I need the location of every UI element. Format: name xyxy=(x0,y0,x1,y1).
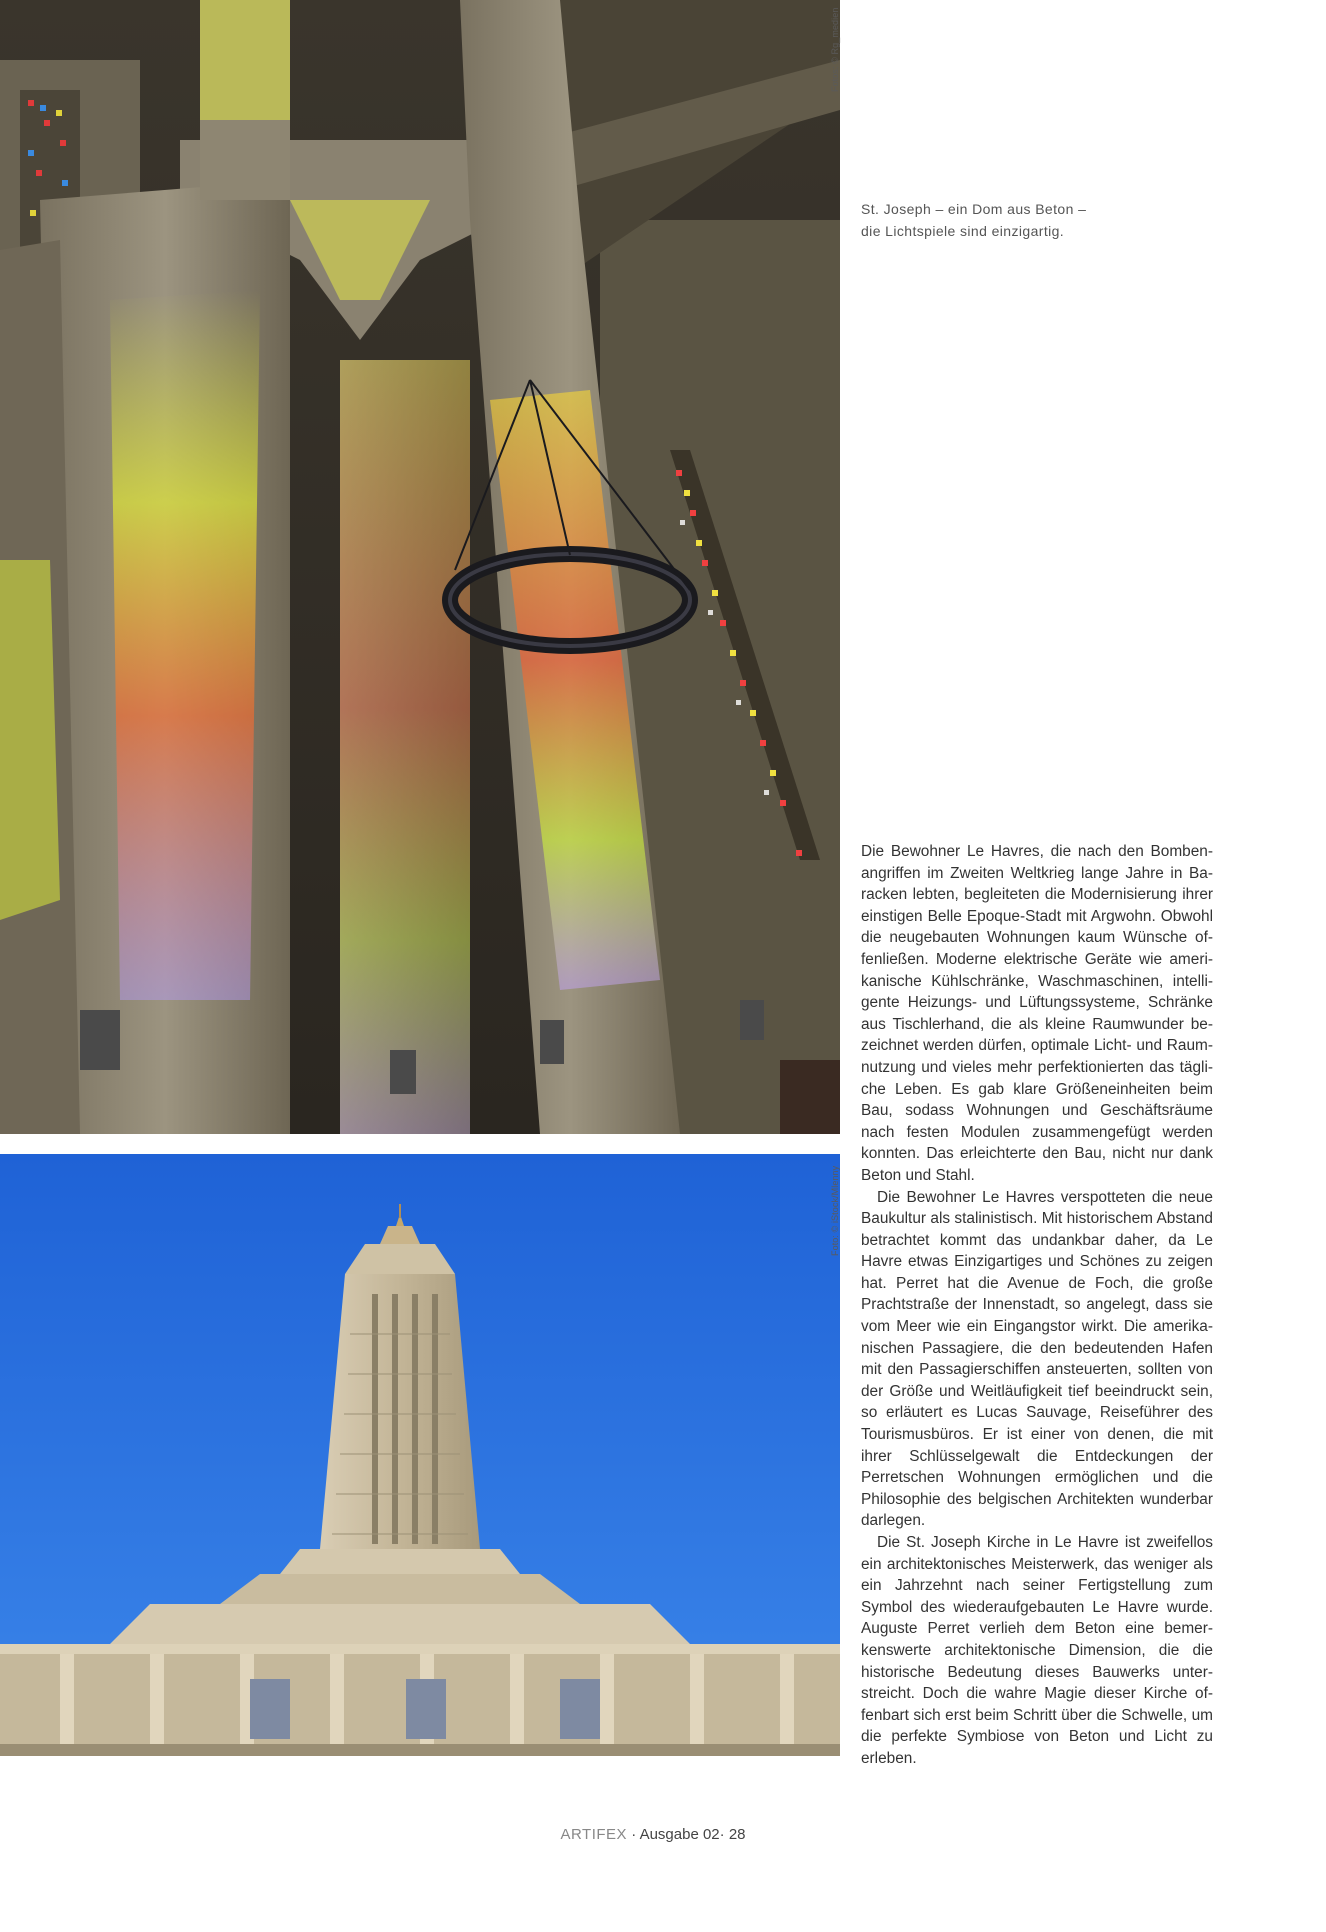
article-body xyxy=(861,841,1213,1770)
footer-separator: · xyxy=(627,1826,640,1843)
photo-credit-top: Fotos: © Rg_medien xyxy=(830,7,840,92)
article-paragraph-1: Die Bewohner Le Havres, die nach den Bombenangriffen im Zweiten Weltkrieg lange Jahre in Baracken lebten, begleiteten die Modernisierung ihrer einstigen Belle Epoque-Stadt mit Argwohn. Obwohl die neugebauten Wohnungen kaum Wünsche offenließen. Moderne elektrische Geräte wie amerikanische Kühlschränke, Waschmaschinen, intelligente Heizungs- und Lüftungssysteme, Schränke aus Tischlerhand, die als kleine Raumwunder bezeichnet werden dürfen, optimale Licht- und Raumnutzung und vieles mehr perfektionierten das tägliche Leben. Es gab klare Größeneinheiten beim Bau, sodass Wohnungen und Geschäftsräume nach festen Modulen zusammengefügt werden konnten. Das erleichterte den Bau, nicht nur dank Beton und Stahl. xyxy=(861,843,1213,1184)
page-separator: · xyxy=(719,1826,729,1843)
caption-line-1: St. Joseph – ein Dom aus Beton – xyxy=(861,201,1087,217)
page-footer xyxy=(0,1826,1306,1843)
article-paragraph-3: Die St. Joseph Kirche in Le Havre ist zweifellos ein architektonisches Meisterwerk, das weniger als ein Jahrzehnt nach seiner Fertigstellung zum Symbol des wiederaufgebauten Le Havre wurde. Auguste Perret verlieh dem Beton eine bemerkenswerte architektonische Dimension, die die historische Bedeutung dieses Bauwerks unterstreicht. Doch die wahre Magie dieser Kirche offenbart sich erst beim Schritt über die Schwelle, um die perfekte Symbiose von Beton und Licht zu erleben. xyxy=(861,1534,1213,1767)
article-paragraph-2: Die Bewohner Le Havres verspotteten die neue Baukultur als stalinistisch. Mit historischem Abstand betrachtet kommt das undankbar daher, da Le Havre etwas Einzigartiges und Schönes zu zeigen hat. Perret hat die Avenue de Foch, die große Prachtstraße der Innenstadt, so angelegt, dass sie vom Meer wie ein Eingangstor wirkt. Die amerikanischen Passagiere, die den bedeutenden Hafen mit den Passagierschiffen ansteuerten, sollten von der Größe und Weitläufigkeit tief beeindruckt sein, so erläutert es Lucas Sauvage, Reiseführer des Tourismusbüros. Er ist einer von denen, die mit ihrer Schlüsselgewalt die Entdeckungen der Perretschen Wohnungen ermöglichen und die Philosophie des belgischen Architekten wunderbar darlegen. xyxy=(861,1188,1213,1530)
issue-label: Ausgabe 02 xyxy=(639,1826,720,1843)
caption-line-2: die Lichtspiele sind einzigartig. xyxy=(861,223,1065,239)
exterior-photo xyxy=(0,1154,840,1756)
page-number: 28 xyxy=(728,1826,746,1843)
photo-caption xyxy=(861,198,1161,242)
interior-photo xyxy=(0,0,840,1134)
photo-credit-bottom: Foto: © iStock/Mlenny xyxy=(830,1165,840,1256)
magazine-name: ARTIFEX xyxy=(560,1826,628,1843)
